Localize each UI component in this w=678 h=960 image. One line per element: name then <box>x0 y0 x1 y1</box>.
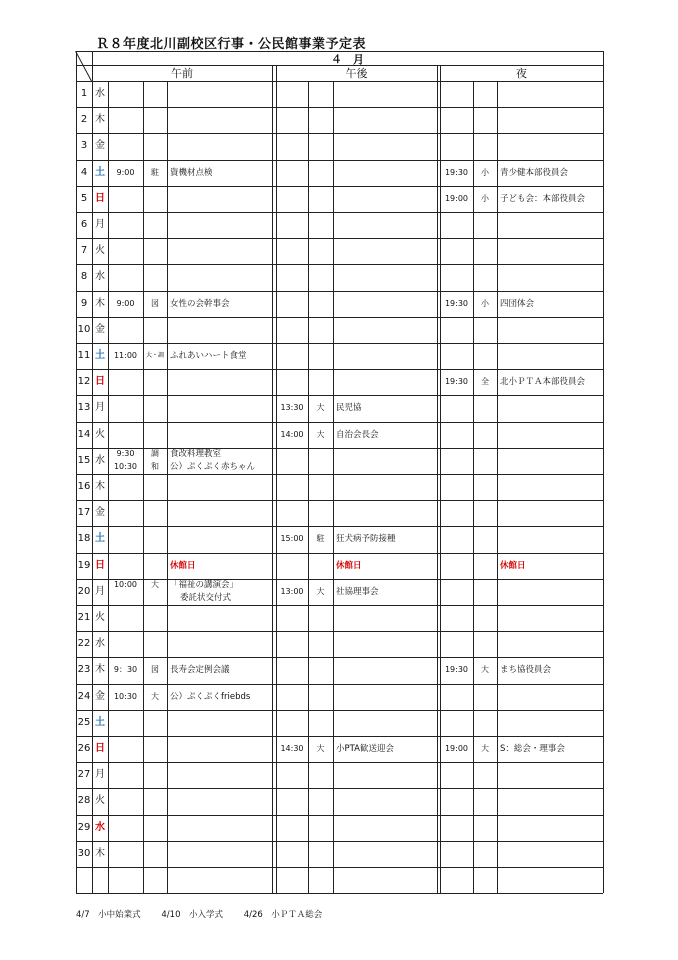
column-divider <box>167 81 168 893</box>
column-divider <box>497 81 498 893</box>
row-divider <box>76 893 603 894</box>
day-of-week: 土 <box>95 716 105 728</box>
column-divider <box>308 81 309 893</box>
row-divider <box>76 422 603 423</box>
event-place: 駐 <box>151 167 159 177</box>
row-divider <box>76 762 603 763</box>
day-number: 27 <box>77 769 91 781</box>
event-name: 資機材点検 <box>170 167 213 178</box>
event-name: 公）ぷくぷく赤ちゃん <box>170 461 256 472</box>
row-divider <box>76 369 603 370</box>
day-number: 2 <box>80 114 88 126</box>
section-divider <box>437 65 438 81</box>
event-name: 小PTA歓送迎会 <box>336 744 394 754</box>
event-time: 19:30 <box>444 298 469 308</box>
day-of-week: 土 <box>95 350 105 361</box>
day-number: 29 <box>77 821 91 833</box>
corner-diagonal <box>75 51 92 81</box>
day-number: 22 <box>77 638 91 650</box>
event-name: S：総会・理事会 <box>500 744 565 754</box>
day-number: 21 <box>77 612 91 623</box>
row-divider <box>76 553 603 554</box>
column-divider <box>473 81 474 893</box>
day-of-week: 金 <box>95 323 105 335</box>
day-number: 14 <box>77 428 91 440</box>
day-number: 9 <box>80 297 88 309</box>
day-number: 28 <box>77 795 91 807</box>
event-place: 小 <box>481 298 489 308</box>
row-divider <box>76 684 603 685</box>
day-of-week: 木 <box>95 114 105 126</box>
event-time: 13:00 <box>280 586 304 596</box>
row-divider <box>76 133 603 134</box>
event-name: 公）ぷくぷくfriebds <box>170 691 251 702</box>
row-divider <box>76 500 603 501</box>
day-number: 12 <box>77 376 91 388</box>
event-time: 14:30 <box>280 744 304 753</box>
day-of-week: 火 <box>95 795 105 807</box>
event-time: 13:30 <box>280 403 304 413</box>
day-of-week: 木 <box>95 847 105 859</box>
day-of-week: 土 <box>95 533 105 545</box>
day-number: 15 <box>77 454 91 466</box>
table-border-right <box>603 51 604 893</box>
day-of-week: 土 <box>95 166 105 178</box>
event-place: 全 <box>481 377 489 387</box>
event-place: 小 <box>481 193 489 203</box>
day-number: 5 <box>80 192 88 204</box>
row-divider <box>76 710 603 711</box>
column-divider <box>440 81 441 893</box>
footer-note: 4/26 小ＰＴＡ総会 <box>243 910 323 920</box>
row-divider <box>76 264 603 265</box>
event-place: 大 <box>151 691 159 701</box>
day-of-week: 日 <box>95 743 105 754</box>
day-number: 17 <box>77 507 91 519</box>
row-divider <box>76 815 603 816</box>
row-divider <box>76 395 603 396</box>
event-place: 大 <box>316 429 325 439</box>
footer-notes <box>76 908 340 920</box>
event-name: 食改料理教室 <box>170 448 222 459</box>
event-name: 長寿会定例会議 <box>170 665 230 676</box>
row-divider <box>76 238 603 239</box>
event-place: 大 <box>316 586 325 596</box>
day-of-week: 金 <box>95 507 105 519</box>
day-of-week: 水 <box>95 454 105 466</box>
day-number: 18 <box>77 533 91 545</box>
event-time: 9:00 <box>116 298 135 308</box>
day-number: 1 <box>80 88 88 99</box>
day-of-week: 火 <box>95 612 105 623</box>
day-number: 23 <box>77 664 91 676</box>
column-divider <box>143 81 144 893</box>
row-divider <box>76 186 603 187</box>
day-number: 26 <box>77 743 91 754</box>
day-of-week: 水 <box>95 88 105 99</box>
day-of-week: 木 <box>95 664 105 676</box>
day-of-week: 日 <box>95 559 105 571</box>
day-number: 8 <box>80 271 88 283</box>
day-number: 4 <box>80 166 88 178</box>
day-of-week: 木 <box>95 481 105 492</box>
row-divider <box>76 291 603 292</box>
closed-label: 休館日 <box>500 560 526 571</box>
event-name: 子ども会：本部役員会 <box>500 193 586 204</box>
row-divider <box>76 605 603 606</box>
day-number: 7 <box>80 245 88 257</box>
day-of-week: 金 <box>95 690 105 702</box>
event-name: 女性の会幹事会 <box>170 298 230 309</box>
day-of-week: 月 <box>95 769 105 781</box>
column-divider <box>437 81 438 893</box>
day-of-week: 月 <box>95 585 105 597</box>
event-time: 10:00 <box>113 579 138 589</box>
table-border-top <box>76 51 603 52</box>
event-place: 調 <box>151 448 159 458</box>
event-name: 「福祉の講演会」 <box>170 579 239 590</box>
event-name: 青少健本部役員会 <box>500 167 569 178</box>
header-divider <box>76 81 603 82</box>
day-number: 25 <box>77 716 91 728</box>
event-time: 9：30 <box>113 665 138 675</box>
closed-label: 休館日 <box>170 560 196 571</box>
event-time: 9:00 <box>116 167 135 177</box>
row-divider <box>76 841 603 842</box>
day-of-week: 水 <box>95 638 105 650</box>
row-divider <box>76 526 603 527</box>
footer-note: 4/7 小中始業式 <box>76 910 141 920</box>
section-header-pm: 午後 <box>345 67 368 80</box>
day-number: 10 <box>77 323 91 335</box>
event-time: 19:30 <box>444 167 469 177</box>
day-number: 19 <box>77 559 91 571</box>
event-time: 9:30 <box>116 448 135 458</box>
event-place: 大 <box>316 403 325 413</box>
event-time: 19:00 <box>444 193 469 203</box>
event-place: 大 <box>316 744 325 753</box>
month-label: ４ 月 <box>331 53 364 66</box>
event-time: 15:00 <box>280 534 304 544</box>
event-time: 19:30 <box>444 377 469 387</box>
day-of-week: 木 <box>95 297 105 309</box>
section-header-am: 午前 <box>171 67 193 80</box>
row-divider <box>76 867 603 868</box>
row-divider <box>76 343 603 344</box>
event-name: 委託状交付式 <box>180 592 232 603</box>
closed-label: 休館日 <box>336 560 362 571</box>
row-divider <box>76 160 603 161</box>
event-name: 民児協 <box>336 403 362 414</box>
event-time: 14:00 <box>280 429 304 439</box>
day-number: 30 <box>77 847 91 859</box>
row-divider <box>76 657 603 658</box>
row-divider <box>76 736 603 737</box>
event-place: 和 <box>151 461 159 471</box>
event-time: 19:30 <box>444 665 469 675</box>
day-of-week: 火 <box>95 428 105 440</box>
day-number: 3 <box>80 140 88 152</box>
column-divider <box>276 81 277 893</box>
day-of-week: 月 <box>95 402 105 414</box>
event-time: 10:30 <box>113 461 138 471</box>
event-name: まち協役員会 <box>500 665 552 676</box>
row-divider <box>76 788 603 789</box>
day-number: 11 <box>77 350 91 361</box>
event-place: 図 <box>151 665 159 675</box>
page-title: Ｒ８年度北川副校区行事・公民館事業予定表 <box>96 37 367 52</box>
event-name: 社協理事会 <box>336 586 379 597</box>
event-name: 四団体会 <box>500 298 535 309</box>
event-place: 小 <box>481 167 489 177</box>
day-of-week: 日 <box>95 376 105 388</box>
day-of-week: 水 <box>95 821 105 833</box>
day-number: 6 <box>80 219 88 230</box>
row-divider <box>76 212 603 213</box>
day-of-week: 火 <box>95 245 105 257</box>
row-divider <box>76 474 603 475</box>
section-header-night: 夜 <box>516 67 527 80</box>
event-name: ふれあいハート食堂 <box>170 351 247 361</box>
event-time: 11:00 <box>113 351 138 360</box>
day-of-week: 日 <box>95 192 105 204</box>
row-divider <box>76 631 603 632</box>
event-place: 駐 <box>316 534 325 544</box>
event-place: 大 <box>151 579 159 589</box>
column-divider <box>108 81 109 893</box>
day-number: 20 <box>77 585 91 597</box>
event-name: 自治会長会 <box>336 429 379 440</box>
event-place: 図 <box>151 298 159 308</box>
event-name: 北小ＰＴＡ本部役員会 <box>500 377 586 388</box>
day-number: 24 <box>77 690 91 702</box>
event-place: 大 <box>481 665 489 675</box>
column-divider <box>333 81 334 893</box>
day-number: 13 <box>77 402 91 414</box>
day-of-week: 金 <box>95 140 105 152</box>
event-time: 10:30 <box>113 691 138 701</box>
row-divider <box>76 317 603 318</box>
event-time: 19:00 <box>444 744 469 753</box>
column-divider <box>272 81 273 893</box>
row-divider <box>76 107 603 108</box>
section-divider <box>272 65 273 81</box>
event-place: 大・調 <box>145 352 164 359</box>
day-of-week: 月 <box>95 219 105 230</box>
event-place: 大 <box>481 744 489 753</box>
event-name: 狂犬病予防接種 <box>336 534 396 545</box>
footer-note: 4/10 小入学式 <box>161 910 223 920</box>
day-number: 16 <box>77 481 91 492</box>
day-of-week: 水 <box>95 271 105 283</box>
